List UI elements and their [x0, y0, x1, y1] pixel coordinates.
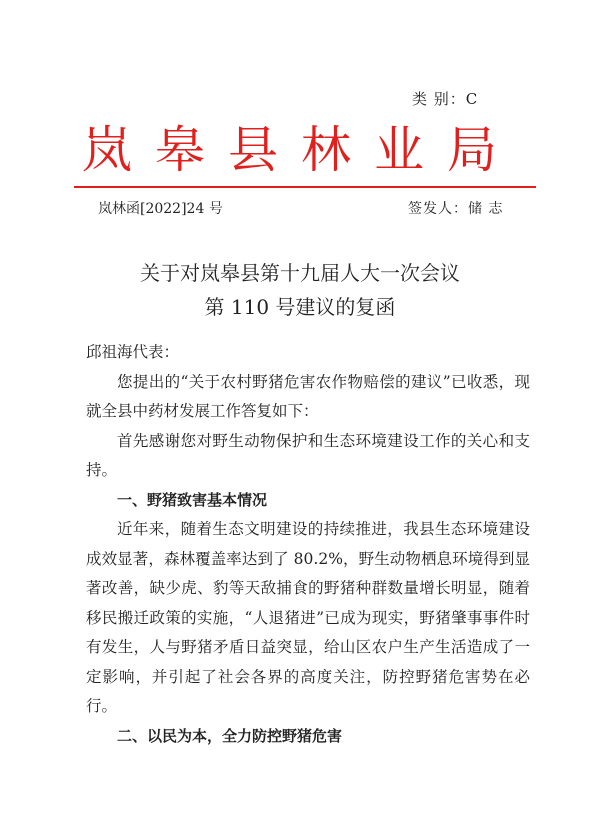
signer: 签发人：储 志 — [408, 201, 504, 217]
document-category: 类 别：C — [412, 90, 479, 108]
paragraph-thanks: 首先感谢您对野生动物保护和生态环境建设工作的关心和支持。 — [86, 431, 530, 479]
agency-masthead: 岚皋县林业局 — [82, 121, 520, 179]
section-heading-1: 一、野猪致害基本情况 — [117, 490, 268, 509]
salutation: 邱祖海代表： — [86, 343, 180, 361]
title-line-2: 第 110 号建议的复函 — [204, 295, 396, 319]
title-line-1: 关于对岚皋县第十九届人大一次会议 — [140, 261, 460, 285]
masthead-red-rule — [74, 186, 536, 188]
section-heading-2: 二、以民为本，全力防控野猪危害 — [117, 726, 343, 745]
letter-body — [86, 338, 530, 751]
document-number: 岚林函[2022]24 号 — [98, 201, 223, 217]
paragraph-situation: 近年来，随着生态文明建设的持续推进，我县生态环境建设成效显著，森林覆盖率达到了 80.2%，野生动物栖息环境得到显著改善，缺少虎、豹等天敌捕食的野猪种群数量增长明显，随着移民搬迁政策的实施，“人退猪进”已成为现实，野猪肇事事件时有发生，人与野猪矛盾日益突显，给山区农户生产生活造成了一定影响，并引起了社会各界的高度关注，防控野猪危害势在必行。 — [86, 520, 530, 715]
document-title — [60, 256, 540, 324]
paragraph-acknowledgement: 您提出的“关于农村野猪危害农作物赔偿的建议”已收悉，现就全县中药材发展工作答复如下： — [86, 372, 530, 420]
